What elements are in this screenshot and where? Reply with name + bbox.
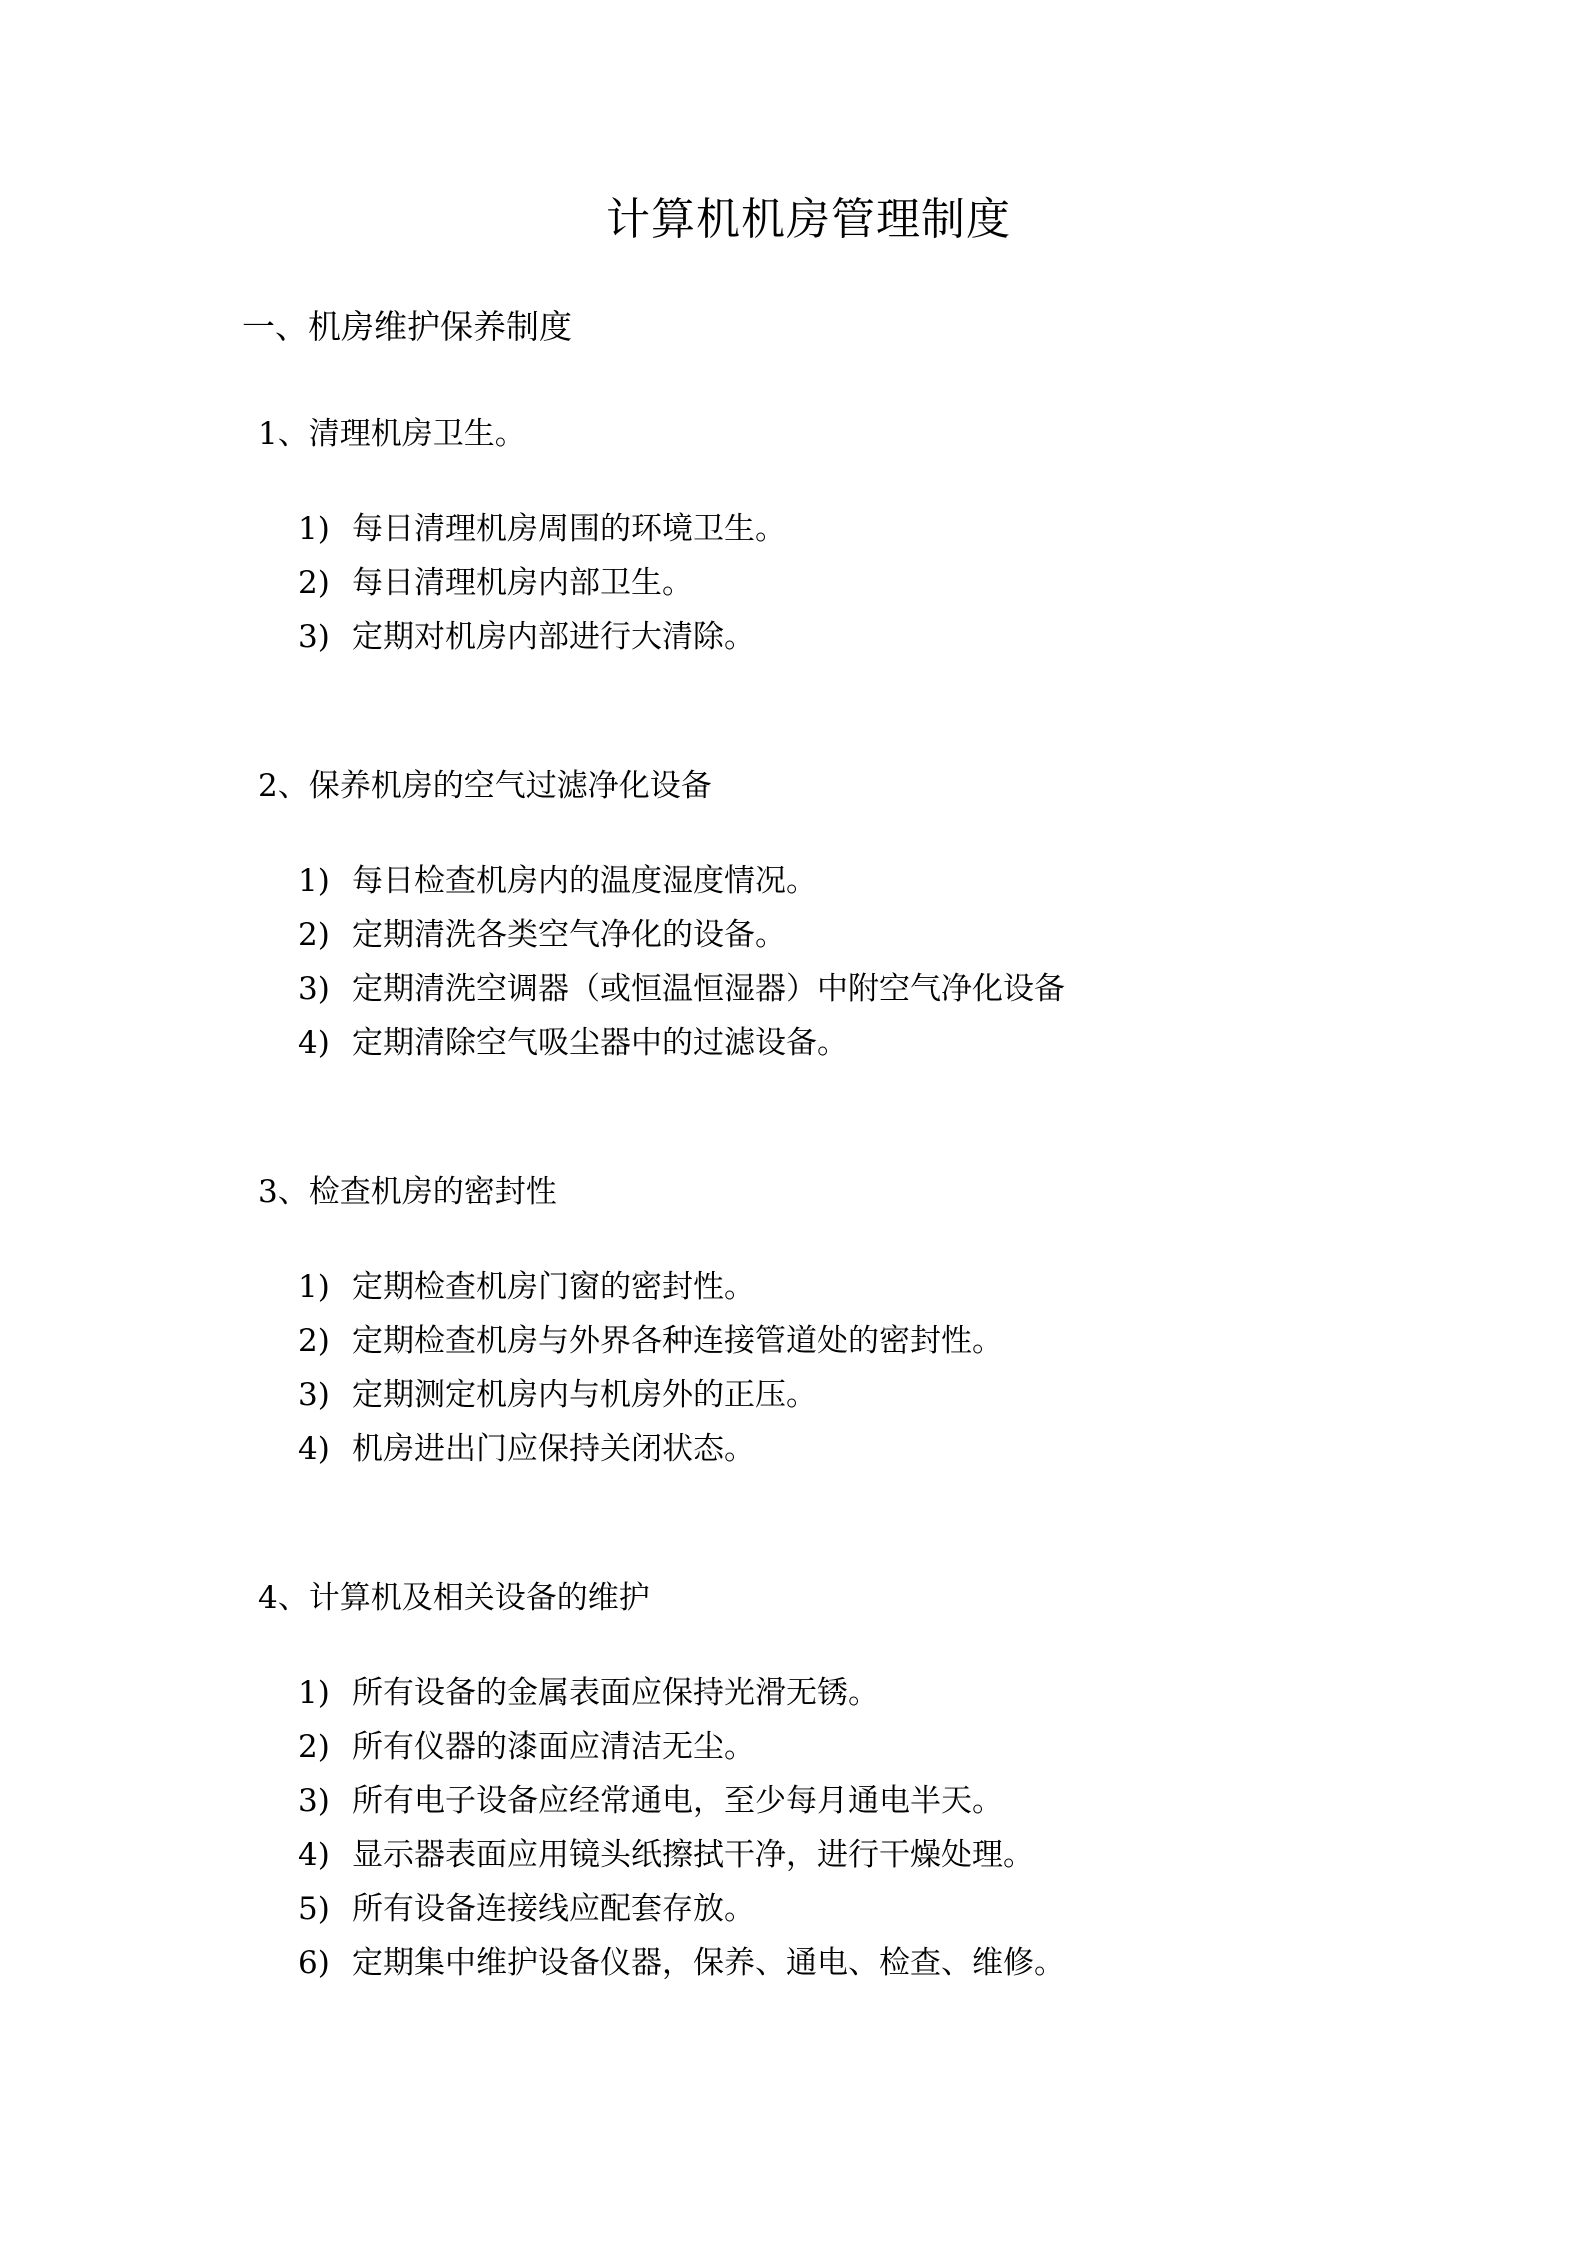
item-number: 2) (298, 1323, 330, 1359)
list-item (298, 1671, 879, 1715)
item-text: 每日检查机房内的温度湿度情况。 (352, 863, 817, 899)
section-heading: 1、清理机房卫生。 (258, 416, 526, 452)
item-text: 所有电子设备应经常通电，至少每月通电半天。 (352, 1783, 1003, 1819)
item-number: 4) (298, 1025, 330, 1061)
item-number: 3) (298, 971, 330, 1007)
list-item (298, 1427, 755, 1471)
item-number: 4) (298, 1431, 330, 1467)
item-number: 5) (298, 1891, 330, 1927)
item-text: 所有设备连接线应配套存放。 (352, 1891, 755, 1927)
item-number: 3) (298, 1377, 330, 1413)
list-item (298, 1373, 817, 1417)
list-item (298, 1021, 848, 1065)
item-number: 4) (298, 1837, 330, 1873)
item-text: 所有仪器的漆面应清洁无尘。 (352, 1729, 755, 1765)
item-text: 定期清洗空调器（或恒温恒湿器）中附空气净化设备 (352, 971, 1065, 1007)
list-item (298, 1887, 755, 1931)
list-item (298, 507, 786, 551)
item-number: 2) (298, 1729, 330, 1765)
chapter-heading: 一、机房维护保养制度 (242, 307, 572, 346)
item-number: 2) (298, 917, 330, 953)
item-text: 所有设备的金属表面应保持光滑无锈。 (352, 1675, 879, 1711)
list-item (298, 1779, 1003, 1823)
item-number: 1) (298, 511, 330, 547)
list-item (298, 967, 1065, 1011)
list-item (298, 561, 693, 605)
section-heading: 3、检查机房的密封性 (258, 1174, 557, 1210)
item-number: 3) (298, 1783, 330, 1819)
item-text: 机房进出门应保持关闭状态。 (352, 1431, 755, 1467)
item-text: 定期清洗各类空气净化的设备。 (352, 917, 786, 953)
list-item (298, 859, 817, 903)
item-text: 每日清理机房内部卫生。 (352, 565, 693, 601)
list-item (298, 1265, 755, 1309)
item-number: 1) (298, 1269, 330, 1305)
item-number: 1) (298, 1675, 330, 1711)
item-text: 定期清除空气吸尘器中的过滤设备。 (352, 1025, 848, 1061)
item-text: 定期检查机房与外界各种连接管道处的密封性。 (352, 1323, 1003, 1359)
item-text: 显示器表面应用镜头纸擦拭干净，进行干燥处理。 (352, 1837, 1034, 1873)
document-title: 计算机机房管理制度 (606, 194, 1011, 245)
section-heading: 4、计算机及相关设备的维护 (258, 1580, 650, 1616)
list-item (298, 1725, 755, 1769)
item-text: 每日清理机房周围的环境卫生。 (352, 511, 786, 547)
item-number: 6) (298, 1945, 330, 1981)
item-text: 定期检查机房门窗的密封性。 (352, 1269, 755, 1305)
list-item (298, 1941, 1065, 1985)
item-number: 3) (298, 619, 330, 655)
item-text: 定期测定机房内与机房外的正压。 (352, 1377, 817, 1413)
list-item (298, 1833, 1034, 1877)
list-item (298, 913, 786, 957)
item-text: 定期对机房内部进行大清除。 (352, 619, 755, 655)
list-item (298, 1319, 1003, 1363)
item-text: 定期集中维护设备仪器，保养、通电、检查、维修。 (352, 1945, 1065, 1981)
section-heading: 2、保养机房的空气过滤净化设备 (258, 768, 712, 804)
item-number: 2) (298, 565, 330, 601)
item-number: 1) (298, 863, 330, 899)
list-item (298, 615, 755, 659)
